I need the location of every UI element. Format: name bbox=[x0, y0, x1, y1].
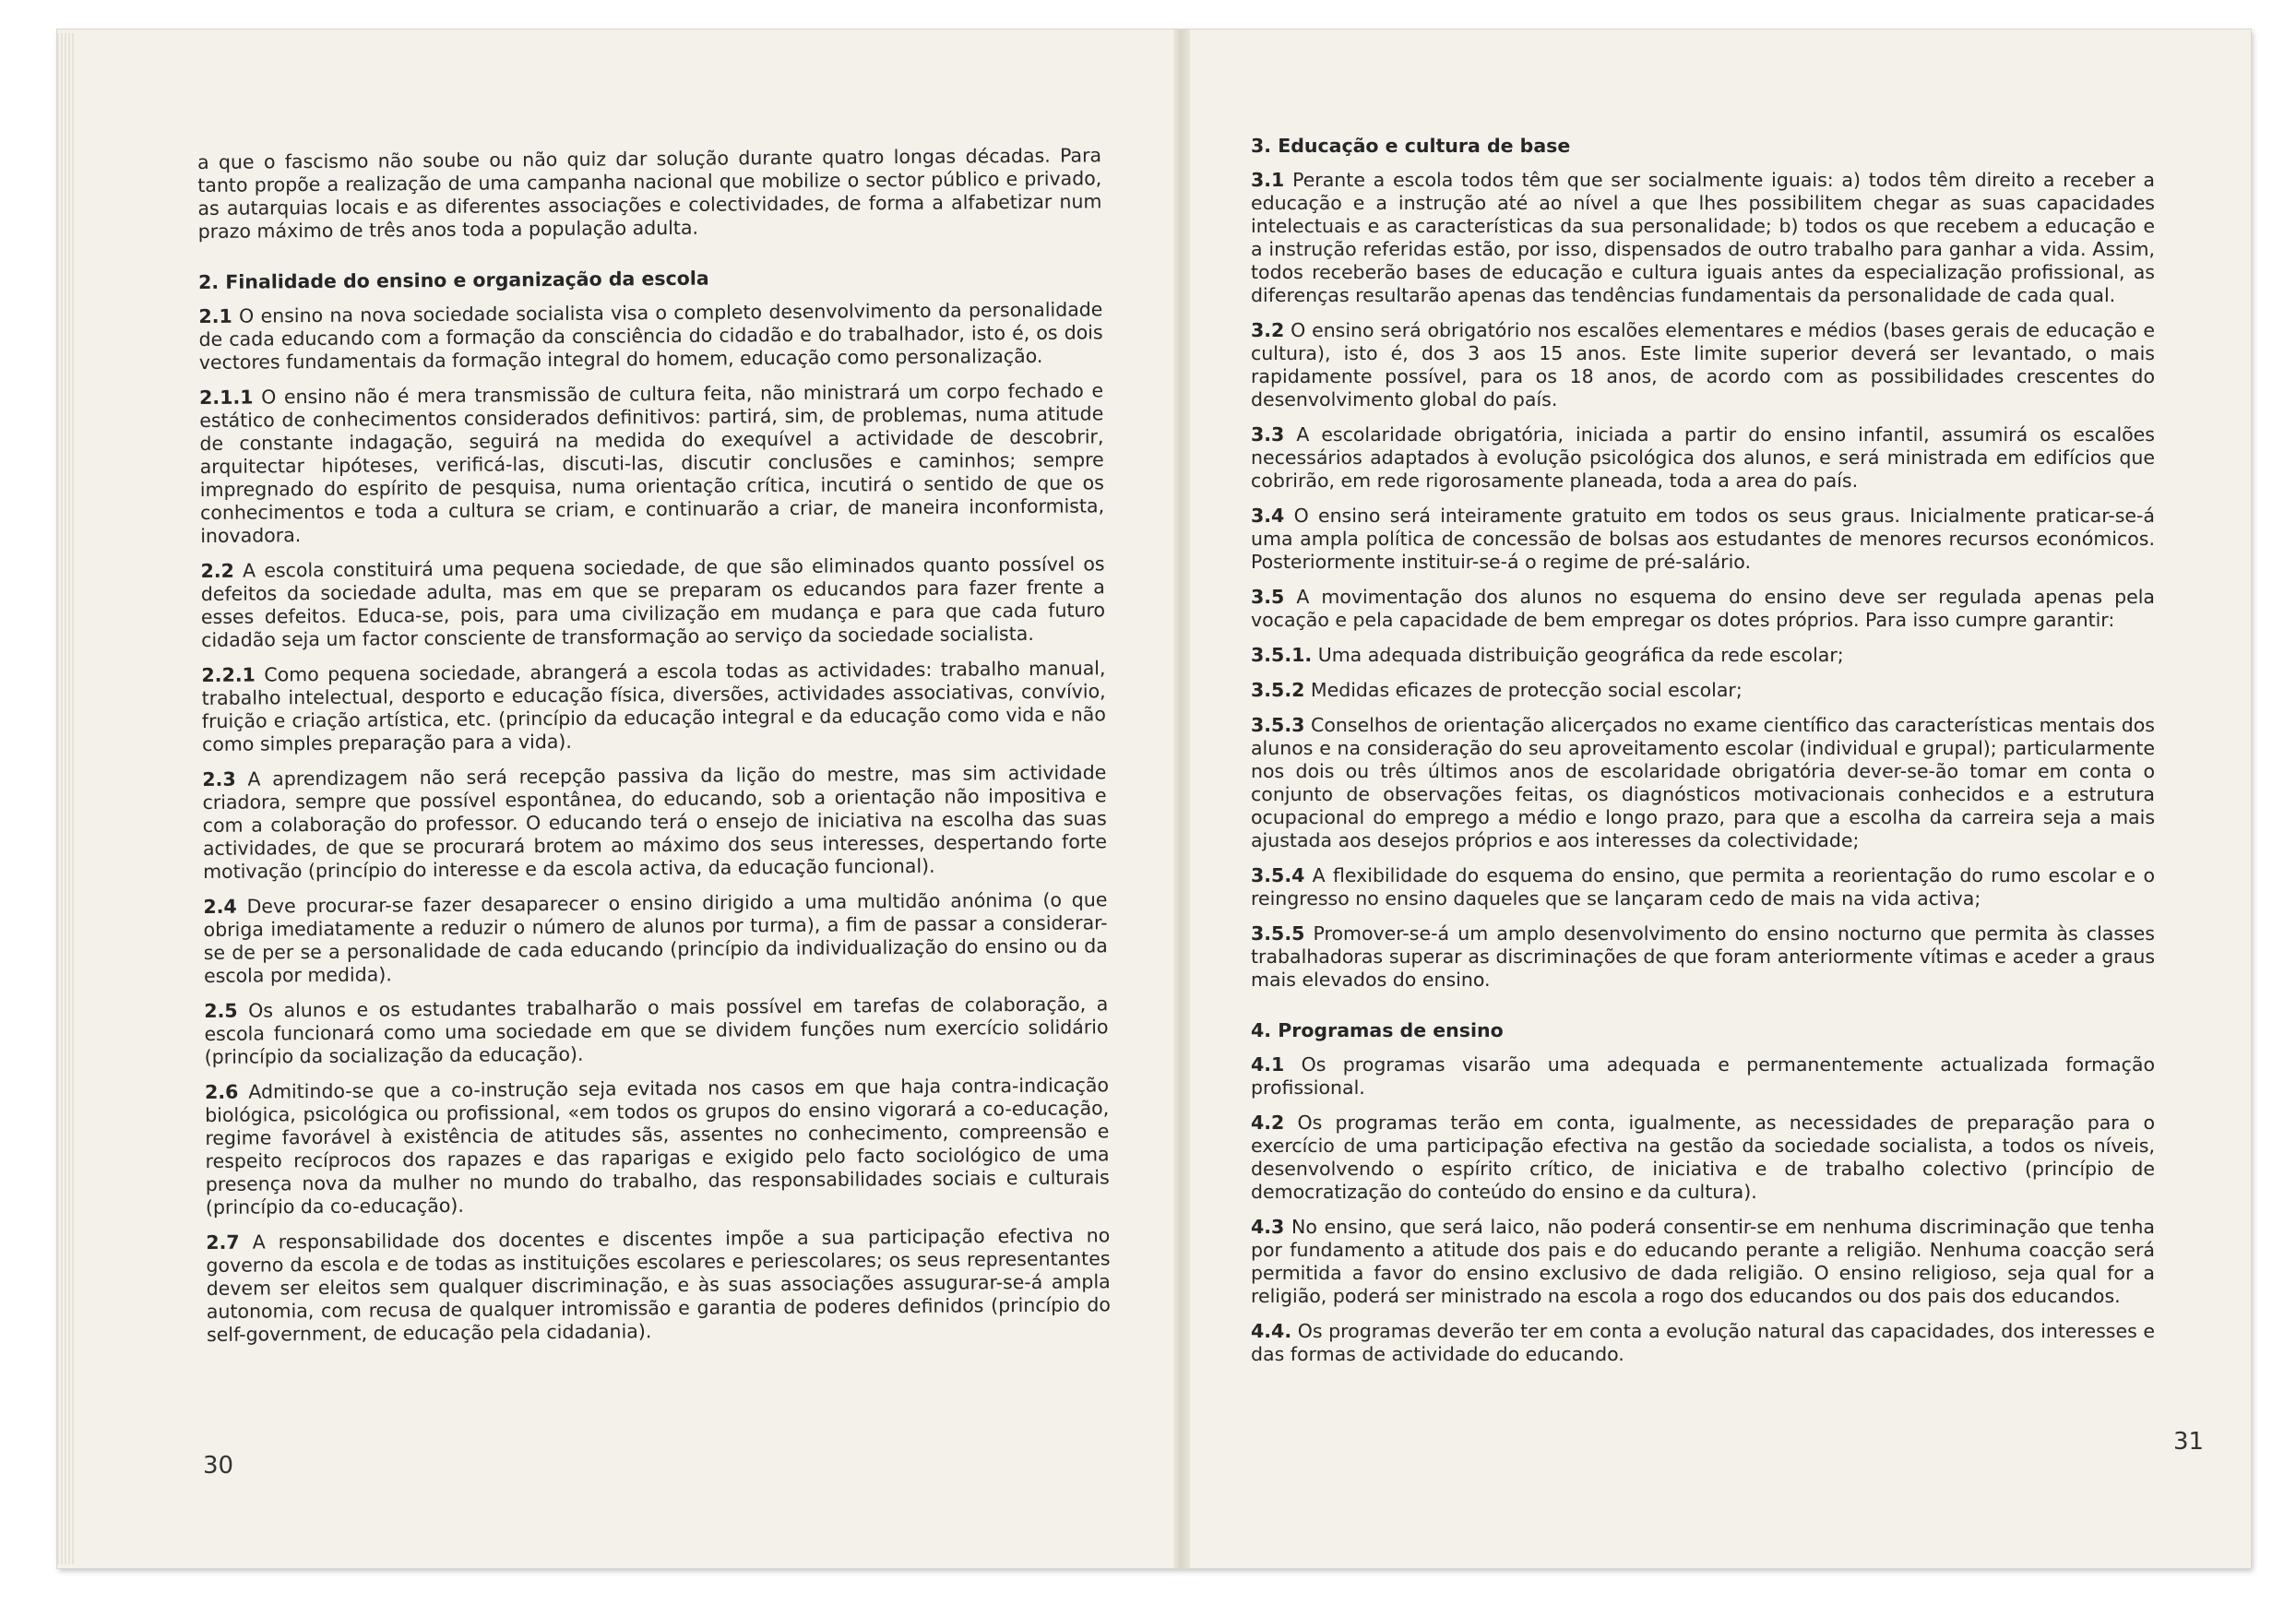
paragraph-number: 3.2 bbox=[1251, 319, 1285, 341]
paragraph bbox=[1251, 319, 2155, 411]
left-page bbox=[74, 30, 1173, 1568]
paragraph-number: 3.5.5 bbox=[1251, 922, 1305, 945]
paragraph-number: 3.5.2 bbox=[1251, 679, 1305, 701]
paragraph-number: 4.4. bbox=[1251, 1320, 1292, 1342]
section-4-paragraphs bbox=[1251, 1053, 2155, 1366]
booklet-gutter bbox=[1173, 30, 1190, 1568]
paragraph-text: Os programas deverão ter em conta a evolução natural das capacidades, dos interesses e das formas de actividade do educando. bbox=[1251, 1320, 2155, 1365]
paragraph bbox=[1251, 644, 2155, 667]
paragraph bbox=[203, 888, 1108, 988]
paragraph bbox=[201, 657, 1106, 756]
right-page bbox=[1190, 30, 2251, 1568]
paragraph-text: Medidas eficazes de protecção social escolar; bbox=[1310, 679, 1743, 701]
paragraph-number: 3.5.3 bbox=[1251, 714, 1305, 736]
page-number-left: 30 bbox=[203, 1452, 234, 1480]
paragraph-text: O ensino na nova sociedade socialista visa o completo desenvolvimento da personalidade de cada educando com a formação da consciência do cidadão e do trabalhador, isto é, os dois vectores fundamentais da formação integral do homem, educação como personalização. bbox=[198, 298, 1103, 374]
booklet-spread bbox=[57, 30, 2251, 1568]
intro-paragraph: a que o fascismo não soube ou não quiz dar solução durante quatro longas décadas. Para tanto propõe a realização de uma campanha nacional que mobilize o sector público e privado, as autarquias locais e as diferentes associações e colectividades, de forma a alfabetizar num prazo máximo de três anos toda a população adulta. bbox=[197, 144, 1102, 243]
paragraph bbox=[198, 298, 1103, 375]
paragraph-text: Admitindo-se que a co-instrução seja evitada nos casos em que haja contra-indicação biológica, psicológica ou profissional, «em todos os grupos do ensino vigorará a co-educação, regime favorável à existência de atitudes sãs, assentes no conhecimento, compreensão e respeito recíprocos dos rapazes e das raparigas e exigido pelo facto sociológico de uma presença nova da mulher no mundo do trabalho, das responsabilidades sociais e culturais (princípio da co-educação). bbox=[205, 1074, 1110, 1219]
paragraph-text: Como pequena sociedade, abrangerá a escola todas as actividades: trabalho manual, trabalho intelectual, desporto e educação física, diversões, actividades associativas, convívio, fruição e criação artística, etc. (princípio da educação integral e da educação como vida e não como simples preparação para a vida). bbox=[201, 657, 1106, 755]
section-3-title: 3. Educação e cultura de base bbox=[1251, 135, 1571, 157]
paragraph-number: 2.2.1 bbox=[201, 663, 256, 686]
paragraph bbox=[1251, 505, 2155, 574]
section-3-paragraphs bbox=[1251, 169, 2155, 992]
paragraph bbox=[199, 379, 1104, 548]
paragraph-text: A aprendizagem não será recepção passiva da lição do mestre, mas sim actividade criadora, sempre que possível espontânea, do educando, sob a orientação não impositiva e com a colaboração do professor. O educando terá o ensejo de iniciativa na escolha das suas actividades, de que se procurará brotem ao máximo dos seus interesses, despertando forte motivação (princípio do interesse e da escola activa, da educação funcional). bbox=[202, 761, 1108, 883]
paragraph-text: Os alunos e os estudantes trabalharão o mais possível em tarefas de colaboração, a escola funcionará como uma sociedade em que se dividem funções num exercício solidário (princípio da socialização da educação). bbox=[204, 993, 1109, 1068]
paragraph-number: 2.7 bbox=[206, 1231, 240, 1254]
right-page-text bbox=[1251, 135, 2155, 1378]
paragraph-number: 4.3 bbox=[1251, 1216, 1285, 1238]
section-4-title: 4. Programas de ensino bbox=[1251, 1019, 1504, 1041]
paragraph bbox=[1251, 1053, 2155, 1100]
paragraph-text: O ensino não é mera transmissão de cultura feita, não ministrará um corpo fechado e estático de conhecimentos considerados definitivos: partirá, sim, de problemas, numa atitude de constante indagação, seguirá na medida do exequível a actividade de descobrir, arquitectar hipóteses, verificá-las, discuti-las, discutir conclusões e caminhos; sempre impregnado do espírito de pesquisa, numa orientação crítica, incutirá o sentido de que os conhecimentos e toda a cultura se criam, e continuarão a criar, de maneira inconformista, inovadora. bbox=[199, 379, 1105, 547]
paragraph bbox=[1251, 423, 2155, 493]
paragraph-number: 2.1 bbox=[198, 304, 232, 327]
paragraph-number: 2.4 bbox=[203, 895, 237, 918]
paragraph-number: 2.5 bbox=[204, 999, 238, 1022]
left-page-text bbox=[197, 144, 1111, 1359]
paragraph-number: 3.1 bbox=[1251, 169, 1285, 191]
paragraph-number: 3.5.1. bbox=[1251, 644, 1313, 666]
paragraph-number: 3.5.4 bbox=[1251, 864, 1305, 886]
paragraph bbox=[1251, 169, 2155, 307]
paragraph bbox=[1251, 1320, 2155, 1366]
paragraph bbox=[1251, 586, 2155, 632]
paragraph-number: 2.2 bbox=[200, 559, 234, 582]
paragraph bbox=[1251, 1112, 2155, 1204]
page-number-right: 31 bbox=[2173, 1428, 2205, 1456]
paragraph-number: 2.6 bbox=[204, 1080, 239, 1103]
paragraph-number: 3.5 bbox=[1251, 586, 1285, 608]
paragraph-text: Uma adequada distribuição geográfica da rede escolar; bbox=[1317, 644, 1844, 666]
paragraph bbox=[204, 993, 1109, 1069]
paragraph bbox=[1251, 714, 2155, 852]
paragraph bbox=[1251, 679, 2155, 702]
paragraph bbox=[200, 553, 1105, 652]
paragraph-text: A responsabilidade dos docentes e discentes impõe a sua participação efectiva no governo da escola e de todas as instituições escolares e periescolares; os seus representantes devem ser eleitos sem qualquer discriminação, e às suas associações assugurar-se-á ampla autonomia, com recusa de qualquer intromissão e garantia de poderes definidos (princípio do self-government, de educação pela cidadania). bbox=[206, 1224, 1111, 1346]
paragraph bbox=[206, 1224, 1111, 1347]
paragraph-number: 2.3 bbox=[202, 767, 236, 791]
paragraph-number: 4.1 bbox=[1251, 1053, 1285, 1076]
paragraph bbox=[1251, 1216, 2155, 1308]
paragraph-text: Os programas terão em conta, igualmente, as necessidades de preparação para o exercício de uma participação efectiva na gestão da sociedade socialista, a todos os níveis, desenvolvendo o espírito crítico, de iniciativa e de trabalho colectivo (princípio de democratização do conteúdo do ensino e da cultura). bbox=[1251, 1112, 2155, 1203]
paragraph-number: 2.1.1 bbox=[199, 386, 254, 409]
paragraph-text: Os programas visarão uma adequada e permanentemente actualizada formação profissional. bbox=[1251, 1053, 2155, 1099]
paragraph-text: O ensino será inteiramente gratuito em todos os seus graus. Inicialmente praticar-se-á uma ampla política de concessão de bolsas aos estudantes de menores recursos económicos. Posteriormente instituir-se-á o regime de pré-salário. bbox=[1251, 505, 2155, 573]
paragraph-text: A escola constituirá uma pequena sociedade, de que são eliminados quanto possível os defeitos da sociedade adulta, mas em que se preparam os educandos para fazer frente a esses defeitos. Educa-se, pois, para uma civilização em mudança e para que cada futuro cidadão seja um factor consciente de transformação ao serviço da sociedade socialista. bbox=[200, 553, 1106, 651]
paragraph bbox=[205, 1074, 1110, 1219]
paragraph-text: Promover-se-á um amplo desenvolvimento do ensino nocturno que permita às classes trabalhadoras superar as discriminações de que foram anteriormente vítimas e aceder a graus mais elevados do ensino. bbox=[1251, 922, 2155, 991]
paragraph bbox=[1251, 922, 2155, 992]
paragraph-text: A flexibilidade do esquema do ensino, que permita a reorientação do rumo escolar e o reingresso no ensino daqueles que se lançaram cedo de mais na vida activa; bbox=[1251, 864, 2155, 910]
paragraph-number: 3.3 bbox=[1251, 423, 1285, 446]
page-edges bbox=[57, 33, 74, 1564]
paragraph-text: O ensino será obrigatório nos escalões elementares e médios (bases gerais de educação e cultura), isto é, dos 3 aos 15 anos. Este limite superior deverá ser levantado, o mais rapidamente possível, para os 18 anos, de acordo com as possibilidades crescentes do desenvolvimento global do país. bbox=[1251, 319, 2155, 410]
paragraph-text: Perante a escola todos têm que ser socialmente iguais: a) todos têm direito a receber a educação e a instrução até ao nível a que lhes possibilitem chegar as suas capacidades intelectuais e as características da sua personalidade; b) todos os que recebem a educação e a instrução referidas estão, por isso, dispensados de outro trabalho para ganhar a vida. Assim, todos receberão bases de educação e cultura iguais antes da especialização profissional, as diferenças resultarão apenas das tendências fundamentais da personalidade de cada qual. bbox=[1251, 169, 2155, 306]
paragraph-text: A movimentação dos alunos no esquema do ensino deve ser regulada apenas pela vocação e pela capacidade de bem empregar os dotes próprios. Para isso cumpre garantir: bbox=[1251, 586, 2155, 631]
section-2-title: 2. Finalidade do ensino e organização da escola bbox=[198, 267, 709, 293]
paragraph-number: 4.2 bbox=[1251, 1112, 1285, 1134]
section-2-paragraphs bbox=[198, 298, 1111, 1347]
paragraph bbox=[1251, 864, 2155, 910]
paragraph-text: No ensino, que será laico, não poderá consentir-se em nenhuma discriminação que tenha por fundamento a atitude dos pais e do educando perante a religião. Nenhuma coacção será permitida a favor do ensino exclusivo de dada religião. O ensino religioso, seja qual for a religião, poderá ser ministrado na escola a rogo dos educandos ou dos pais dos educandos. bbox=[1251, 1216, 2155, 1307]
paragraph-text: A escolaridade obrigatória, iniciada a partir do ensino infantil, assumirá os escalões necessários adaptados à evolução psicológica dos alunos, e será ministrada em edifícios que cobrirão, em rede rigorosamente planeada, toda a area do país. bbox=[1251, 423, 2155, 492]
paragraph-number: 3.4 bbox=[1251, 505, 1285, 527]
paragraph-text: Conselhos de orientação alicerçados no exame científico das características mentais dos alunos e na consideração do seu aproveitamento escolar (individual e grupal); particularmente nos dois ou três últimos anos de escolaridade obrigatória dever-se-ão tomar em conta o conjunto de observações feitas, os diagnósticos motivacionais conhecidos e a estrutura ocupacional do emprego a médio e longo prazo, para que a escolha da carreira seja a mais ajustada aos desejos próprios e aos interesses da colectividade; bbox=[1251, 714, 2155, 851]
paragraph bbox=[202, 761, 1107, 884]
paragraph-text: Deve procurar-se fazer desaparecer o ensino dirigido a uma multidão anónima (o que obriga imediatamente a reduzir o número de alunos por turma), a fim de passar a considerar-se de per se a personalidade de cada educando (princípio da individualização do ensino ou da escola por medida). bbox=[203, 888, 1108, 987]
